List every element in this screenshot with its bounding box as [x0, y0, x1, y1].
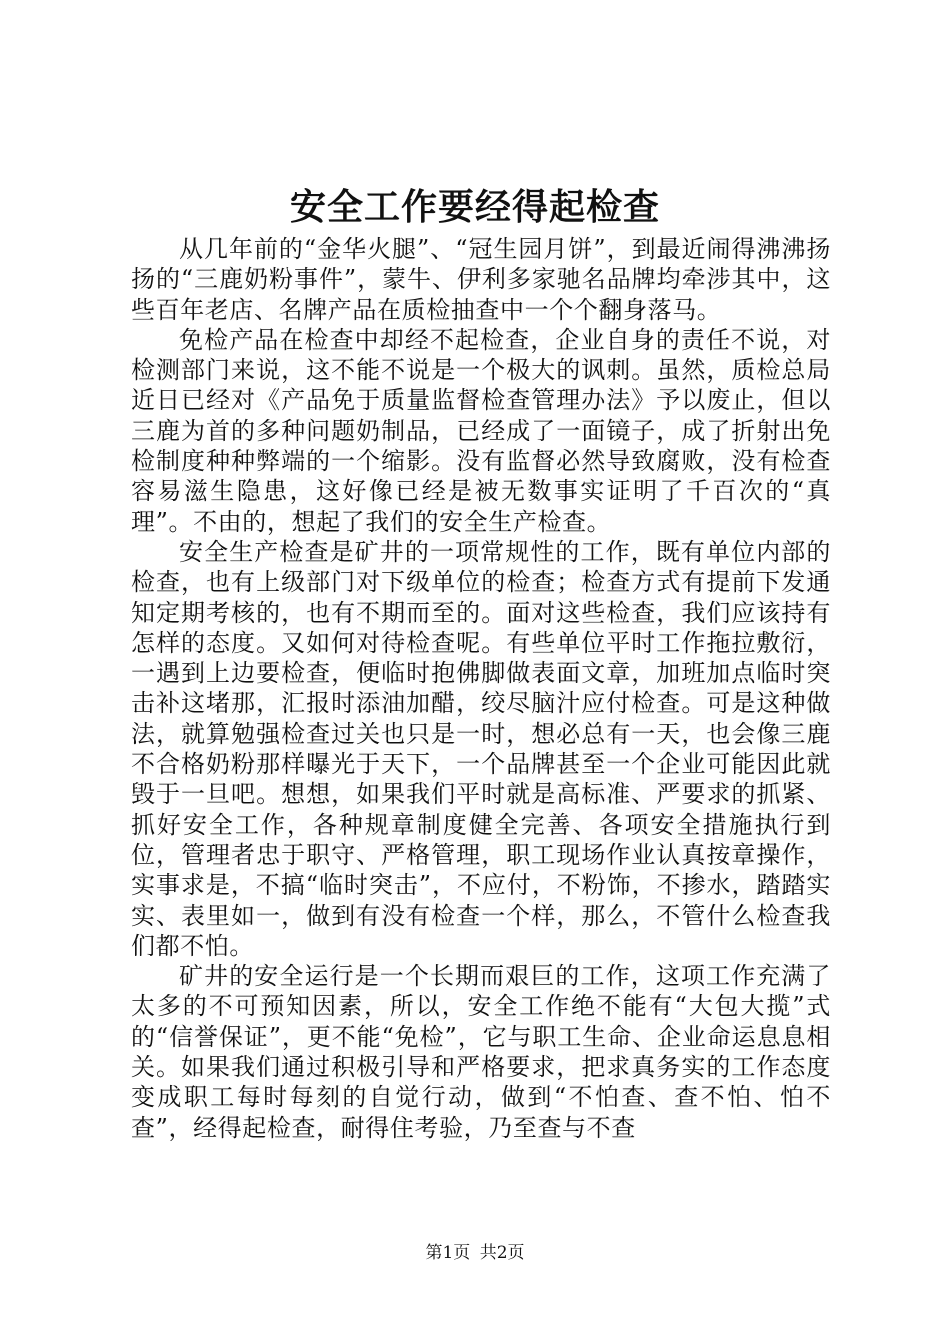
paragraph: 免检产品在检查中却经不起检查，企业自身的责任不说，对检测部门来说，这不能不说是一个极大的讽刺。虽然，质检总局近日已经对《产品免于质量监督检查管理办法》予以废止，但以三鹿为首的多种问题奶制品，已经成了一面镜子，成了折射出免检制度种种弊端的一个缩影。没有监督必然导致腐败，没有检查容易滋生隐患，这好像已经是被无数事实证明了千百次的“真理”。不由的，想起了我们的安全生产检查。	[131, 325, 831, 536]
paragraph: 从几年前的“金华火腿”、“冠生园月饼”，到最近闹得沸沸扬扬的“三鹿奶粉事件”，蒙牛、伊利多家驰名品牌均牵涉其中，这些百年老店、名牌产品在质检抽查中一个个翻身落马。	[131, 235, 831, 324]
page-total: 共2页	[479, 1243, 525, 1263]
paragraph: 矿井的安全运行是一个长期而艰巨的工作，这项工作充满了太多的不可预知因素，所以，安全工作绝不能有“大包大揽”式的“信誉保证”，更不能“免检”，它与职工生命、企业命运息息相关。如果我们通过积极引导和严格要求，把求真务实的工作态度变成职工每时每刻的自觉行动，做到“不怕查、查不怕、怕不查”，经得起检查，耐得住考验，乃至查与不查	[131, 962, 831, 1142]
paragraph: 安全生产检查是矿井的一项常规性的工作，既有单位内部的检查，也有上级部门对下级单位的检查；检查方式有提前下发通知定期考核的，也有不期而至的。面对这些检查，我们应该持有怎样的态度。又如何对待检查呢。有些单位平时工作拖拉敷衍，一遇到上边要检查，便临时抱佛脚做表面文章，加班加点临时突击补这堵那，汇报时添油加醋，绞尽脑汁应付检查。可是这种做法，就算勉强检查过关也只是一时，想必总有一天，也会像三鹿不合格奶粉那样曝光于天下，一个品牌甚至一个企业可能因此就毁于一旦吧。想想，如果我们平时就是高标准、严要求的抓紧、抓好安全工作，各种规章制度健全完善、各项安全措施执行到位，管理者忠于职守、严格管理，职工现场作业认真按章操作，实事求是，不搞“临时突击”，不应付，不粉饰，不掺水，踏踏实实、表里如一，做到有没有检查一个样，那么，不管什么检查我们都不怕。	[131, 537, 831, 960]
page-footer	[0, 1241, 950, 1265]
document-body	[131, 234, 831, 1143]
page-number: 第1页	[425, 1243, 471, 1263]
document-title: 安全工作要经得起检查	[289, 186, 660, 228]
